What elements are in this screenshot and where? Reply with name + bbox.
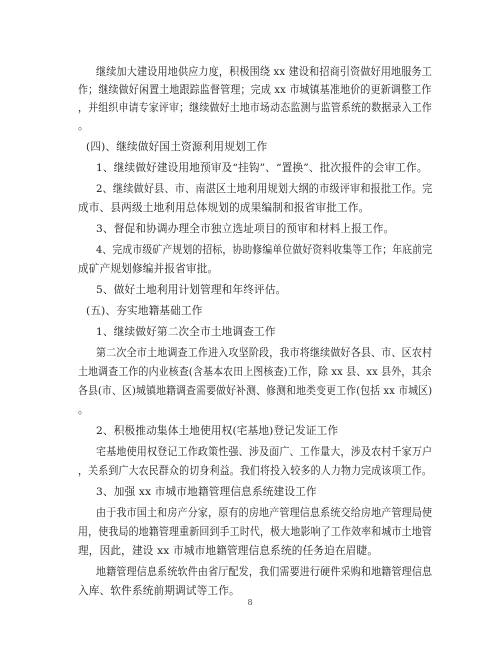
body-line: 宅基地使用权登记工作政策性强、涉及面广、工作量大，涉及农村千家万户 [96, 446, 433, 458]
body-line: ，关系到广大农民群众的切身利益。我们将投入较多的人力物力完成该项工作。 [78, 465, 432, 477]
body-line: 5、做好土地利用计划管理和年终评估。 [96, 284, 287, 296]
body-line: 成矿产规划修编并报省审批。 [78, 263, 219, 275]
body-line: 继续加大建设用地供应力度，积极围绕 xx 建设和招商引资做好用地服务工 [96, 66, 433, 78]
section-heading: (五)、夯实地籍基础工作 [86, 305, 203, 317]
body-line: 4、完成市级矿产规划的招标，协助修编单位做好资料收集等工作；年底前完 [96, 244, 433, 256]
body-line: 理，因此，建设 xx 市城市地籍管理信息系统的任务迫在眉睫。 [78, 545, 379, 557]
body-line: 用，使我局的地籍管理重新回到手工时代，极大地影响了工作效率和城市土地管 [78, 526, 432, 538]
body-line: 1、继续做好建设用地预审及“挂钩”、“置换”、批次报件的会审工作。 [96, 162, 428, 174]
body-line: 第二次全市土地调查工作进入攻坚阶段，我市将继续做好各县、市、区农村 [96, 347, 433, 359]
body-line: 土地调查工作的内业核查(含基本农田上图核查)工作，除 xx 县、xx 县外，其余 [78, 366, 432, 378]
body-line: 入库、软件系统前期调试等工作。 [78, 585, 240, 597]
body-line: 。 [78, 120, 89, 132]
body-line: 各县(市、区)城镇地籍调查需要做好补测、修测和地类变更工作(包括 xx 市城区) [78, 385, 433, 397]
body-line: 3、督促和协调办理全市独立选址项目的预审和材料上报工作。 [96, 223, 395, 235]
body-line: 3、加强 xx 市城市地籍管理信息系统建设工作 [96, 486, 317, 498]
body-line: 地籍管理信息系统软件由省厅配发，我们需要进行硬件采购和地籍管理信息 [96, 566, 433, 578]
body-line: 由于我市国土和房产分家，原有的房地产管理信息系统交给房地产管理局使 [96, 507, 433, 519]
body-line: 。 [78, 404, 89, 416]
body-line: 成市、县两级土地利用总体规划的成果编制和报省审批工作。 [78, 202, 370, 214]
page-number: 8 [247, 598, 253, 607]
body-line: 2、积极推动集体土地使用权(宅基地)登记发证工作 [96, 425, 339, 437]
body-line: 2、继续做好县、市、南湛区土地利用规划大纲的市级评审和报批工作。完 [96, 183, 433, 195]
body-line: 1、继续做好第二次全市土地调查工作 [96, 326, 276, 338]
body-line: ，并组织申请专家评审；继续做好土地市场动态监测与监管系统的数据录入工作 [78, 102, 432, 114]
section-heading: (四)、继续做好国土资源利用规划工作 [86, 141, 268, 153]
body-line: 作；继续做好闲置土地跟踪监督管理；完成 xx 市城镇基准地价的更新调整工作 [78, 84, 432, 96]
